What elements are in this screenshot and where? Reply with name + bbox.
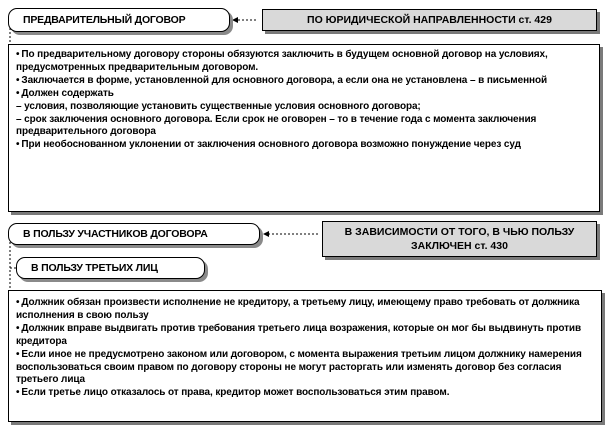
participants-label: [8, 223, 260, 245]
preliminary-contract-label: [8, 8, 230, 32]
beneficiary-text: В ЗАВИСИМОСТИ ОТ ТОГО, В ЧЬЮ ПОЛЬЗУ ЗАКЛЮЧЕН ст. 430: [344, 226, 575, 252]
third-party-contract-details: [8, 290, 602, 422]
list-item: • По предварительному договору стороны обязуются заключить в будущем основной договор на условиях, предусмотренных предварительным договором.: [16, 49, 593, 75]
legal-direction-label: [262, 9, 597, 31]
third-parties-text: В ПОЛЬЗУ ТРЕТЬИХ ЛИЦ: [31, 262, 158, 274]
preliminary-contract-details: [8, 44, 600, 212]
beneficiary-label: [322, 221, 597, 257]
list-item: • Должник вправе выдвигать против требования третьего лица возражения, которые он мог бы выдвинуть против кредитора: [16, 323, 595, 349]
list-item: • Должник обязан произвести исполнение не кредитору, а третьему лицу, имеющему право требовать от должника исполнения в свою пользу: [16, 297, 595, 323]
list-item: • Если иное не предусмотрено законом или договором, с момента выражения третьим лицом должнику намерения воспользоваться своим правом по договору стороны не могут расторгать или изменять договор без согласия третьего лица: [16, 349, 595, 388]
legal-direction-text: ПО ЮРИДИЧЕСКОЙ НАПРАВЛЕННОСТИ ст. 429: [307, 14, 552, 26]
list-item: – условия, позволяющие установить существенные условия основного договора;: [16, 100, 421, 112]
third-parties-label: [16, 257, 205, 279]
list-item: – срок заключения основного договора. Если срок не оговорен – то в течение года с момента заключения предварительного договора: [16, 113, 537, 138]
list-item: • При необоснованном уклонении от заключения основного договора возможно понуждение через суд: [16, 139, 593, 152]
list-item: • Должен содержать: [16, 88, 593, 101]
list-item: • Заключается в форме, установленной для основного договора, а если она не установлена – в письменной: [16, 75, 593, 88]
list-item: • Если третье лицо отказалось от права, кредитор может воспользоваться этим правом.: [16, 387, 595, 400]
preliminary-contract-title: ПРЕДВАРИТЕЛЬНЫЙ ДОГОВОР: [23, 14, 186, 26]
participants-text: В ПОЛЬЗУ УЧАСТНИКОВ ДОГОВОРА: [23, 228, 208, 240]
